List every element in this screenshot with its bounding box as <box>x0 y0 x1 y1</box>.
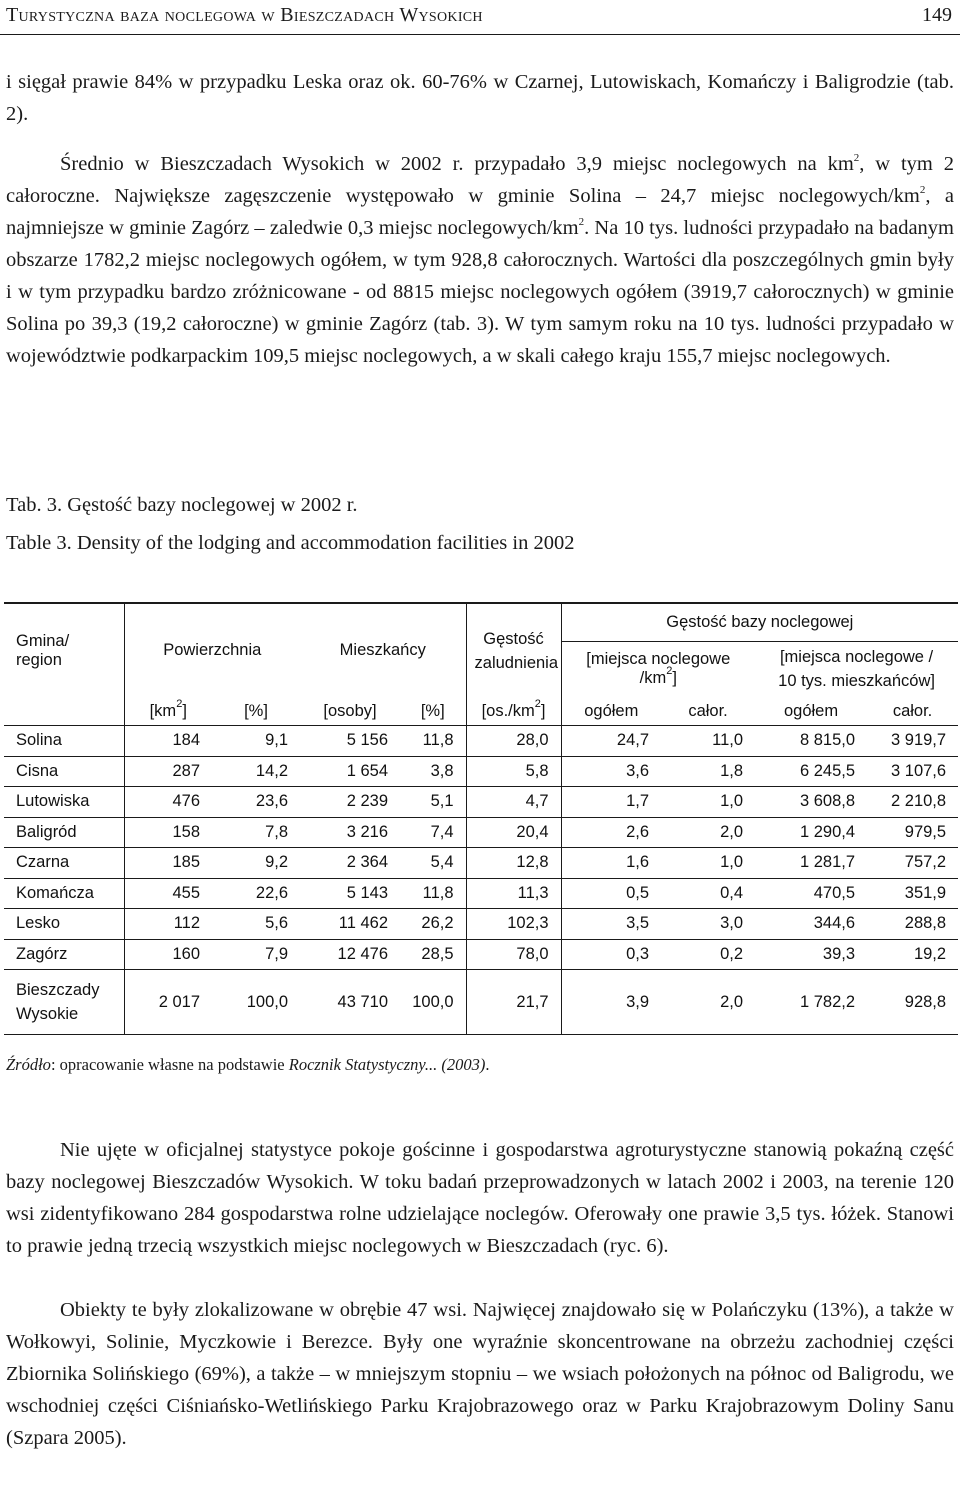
header-gestosc-line1: Gęstość <box>483 629 544 648</box>
cell-population: 1 654 <box>300 756 400 787</box>
table-row <box>4 817 958 848</box>
cell-population-pct: 100,0 <box>400 970 466 1035</box>
unit-ogolem-tys: ogółem <box>755 697 867 726</box>
running-head <box>6 2 956 32</box>
cell-per-10k-yearround: 757,2 <box>867 848 958 879</box>
cell-population: 5 156 <box>300 726 400 757</box>
cell-per-10k-total: 8 815,0 <box>755 726 867 757</box>
source-text: : opracowanie własne na podstawie <box>50 1055 289 1074</box>
cell-per-10k-yearround: 3 107,6 <box>867 756 958 787</box>
cell-per-km-total: 24,7 <box>561 726 661 757</box>
header-per-10tys-line1: [miejsca noclegowe / <box>779 648 934 667</box>
table-row <box>4 970 958 1035</box>
cell-density: 5,8 <box>466 756 561 787</box>
cell-per-km-total: 1,6 <box>561 848 661 879</box>
cell-population: 3 216 <box>300 817 400 848</box>
table-source <box>6 1055 489 1075</box>
cell-area-pct: 9,1 <box>212 726 300 757</box>
cell-population: 2 364 <box>300 848 400 879</box>
cell-area: 160 <box>124 939 212 970</box>
cell-area: 455 <box>124 878 212 909</box>
header-per-km <box>561 641 755 697</box>
unit-ogolem-km: ogółem <box>561 697 661 726</box>
paragraph-2-part-c: , a najmniejsze w gminie Zagórz – zaledwie 0,3 miejsc noclegowych/km <box>6 185 954 239</box>
cell-population-pct: 26,2 <box>400 909 466 940</box>
cell-population-pct: 11,8 <box>400 726 466 757</box>
cell-gmina: Zagórz <box>4 939 124 970</box>
table-row <box>4 848 958 879</box>
source-label: Źródło <box>6 1055 51 1074</box>
cell-per-km-total: 3,9 <box>561 970 661 1035</box>
cell-per-km-total: 0,5 <box>561 878 661 909</box>
cell-density: 102,3 <box>466 909 561 940</box>
cell-density: 78,0 <box>466 939 561 970</box>
header-powierzchnia: Powierzchnia <box>124 603 300 697</box>
cell-area: 2 017 <box>124 970 212 1035</box>
cell-area-pct: 7,8 <box>212 817 300 848</box>
cell-per-10k-yearround: 19,2 <box>867 939 958 970</box>
header-per-km-a: [miejsca noclegowe /km <box>586 650 731 688</box>
running-head-title: Turystyczna baza noclegowa w Bieszczadach Wysokich <box>6 4 483 26</box>
cell-density: 11,3 <box>466 878 561 909</box>
table-row <box>4 787 958 818</box>
superscript: 2 <box>853 152 860 164</box>
table-row <box>4 756 958 787</box>
cell-gmina: Solina <box>4 726 124 757</box>
header-per-10tys <box>755 641 958 697</box>
cell-per-10k-yearround: 288,8 <box>867 909 958 940</box>
unit-os-km2-b: ] <box>540 701 546 720</box>
cell-gmina: Czarna <box>4 848 124 879</box>
cell-per-10k-total: 1 281,7 <box>755 848 867 879</box>
cell-area: 476 <box>124 787 212 818</box>
cell-population-pct: 5,1 <box>400 787 466 818</box>
paragraph-3 <box>6 1134 954 1262</box>
cell-population: 12 476 <box>300 939 400 970</box>
cell-population-pct: 28,5 <box>400 939 466 970</box>
cell-area-pct: 100,0 <box>212 970 300 1035</box>
header-mieszkancy: Mieszkańcy <box>300 603 466 697</box>
header-gestosc-line2: zaludnienia <box>474 653 559 672</box>
cell-per-10k-total: 344,6 <box>755 909 867 940</box>
cell-per-km-yearround: 1,8 <box>661 756 755 787</box>
cell-area: 184 <box>124 726 212 757</box>
header-gmina: Gmina/ region <box>4 603 124 697</box>
page-number: 149 <box>922 4 952 26</box>
unit-os-km2-a: [os./km <box>481 701 535 720</box>
unit-osoby: [osoby] <box>300 697 400 726</box>
header-gestosc-zaludnienia <box>466 603 561 697</box>
header-rule <box>0 34 960 35</box>
unit-calor-tys: całor. <box>867 697 958 726</box>
cell-area-pct: 9,2 <box>212 848 300 879</box>
superscript: 2 <box>534 697 541 710</box>
table-row <box>4 726 958 757</box>
cell-per-km-yearround: 0,4 <box>661 878 755 909</box>
cell-per-km-yearround: 0,2 <box>661 939 755 970</box>
cell-area-pct: 23,6 <box>212 787 300 818</box>
cell-population: 11 462 <box>300 909 400 940</box>
cell-per-10k-yearround: 928,8 <box>867 970 958 1035</box>
cell-population: 2 239 <box>300 787 400 818</box>
cell-density: 21,7 <box>466 970 561 1035</box>
cell-per-km-total: 1,7 <box>561 787 661 818</box>
cell-per-10k-yearround: 979,5 <box>867 817 958 848</box>
cell-per-10k-total: 1 290,4 <box>755 817 867 848</box>
paragraph-1: i sięgał prawie 84% w przypadku Leska oraz ok. 60-76% w Czarnej, Lutowiskach, Komańczy i Baligrodzie (tab. 2). <box>6 71 954 125</box>
cell-area: 158 <box>124 817 212 848</box>
cell-population: 5 143 <box>300 878 400 909</box>
unit-km2-b: ] <box>182 701 187 720</box>
cell-per-10k-total: 3 608,8 <box>755 787 867 818</box>
cell-per-km-total: 2,6 <box>561 817 661 848</box>
cell-population: 43 710 <box>300 970 400 1035</box>
cell-population-pct: 5,4 <box>400 848 466 879</box>
cell-gmina: Komańcza <box>4 878 124 909</box>
cell-area: 185 <box>124 848 212 879</box>
unit-pct-area: [%] <box>212 697 300 726</box>
units-empty <box>4 697 124 726</box>
cell-per-km-yearround: 2,0 <box>661 817 755 848</box>
cell-population-pct: 7,4 <box>400 817 466 848</box>
cell-density: 12,8 <box>466 848 561 879</box>
table-row <box>4 878 958 909</box>
unit-pct-pop: [%] <box>400 697 466 726</box>
header-gestosc-bazy: Gęstość bazy noclegowej <box>561 603 958 641</box>
density-table <box>4 602 958 1035</box>
cell-per-10k-yearround: 351,9 <box>867 878 958 909</box>
header-per-10tys-line2: 10 tys. mieszkańców] <box>778 672 935 691</box>
cell-gmina: Lutowiska <box>4 787 124 818</box>
unit-km2 <box>124 697 212 726</box>
cell-per-10k-total: 470,5 <box>755 878 867 909</box>
cell-per-km-total: 3,5 <box>561 909 661 940</box>
cell-area-pct: 5,6 <box>212 909 300 940</box>
superscript: 2 <box>919 184 926 196</box>
cell-population-pct: 11,8 <box>400 878 466 909</box>
cell-per-km-yearround: 3,0 <box>661 909 755 940</box>
unit-km2-a: [km <box>149 701 177 720</box>
cell-area-pct: 22,6 <box>212 878 300 909</box>
cell-per-km-total: 0,3 <box>561 939 661 970</box>
paragraph-4-text: Obiekty te były zlokalizowane w obrębie 47 wsi. Najwięcej znajdowało się w Polańczyku (13%), a także w Wołkowyi, Solinie, Myczkowie i Berezce. Były one wyraźnie skoncentrowane na obrzeżu zachodniej części Zbiornika Solińskiego (69%), a także – w mniejszym stopniu – we wsiach położonych na północ od Baligrodu, we wschodniej części Ciśniańsko-Wetlińskiego Parku Krajobrazowego oraz w Parku Krajobrazowym Doliny Sanu (Szpara 2005). <box>6 1299 954 1449</box>
cell-gmina: Bieszczady Wysokie <box>4 970 124 1035</box>
table-caption-pl: Tab. 3. Gęstość bazy noclegowej w 2002 r. <box>6 494 358 516</box>
cell-per-km-yearround: 2,0 <box>661 970 755 1035</box>
source-end: . <box>485 1055 490 1074</box>
cell-per-km-yearround: 1,0 <box>661 787 755 818</box>
cell-per-km-yearround: 1,0 <box>661 848 755 879</box>
paragraph-2-part-b: , w tym 2 całoroczne. Największe zagęszczenie występowało w gminie Solina – 24,7 miejsc noclegowych/km <box>6 153 954 207</box>
paragraph-3-text: Nie ujęte w oficjalnej statystyce pokoje gościnne i gospodarstwa agroturystyczne stanowią pokaźną część bazy noclegowej Bieszczadów Wysokich. W toku badań przeprowadzonych w latach 2002 i 2003, na terenie 120 wsi zidentyfikowano 284 gospodarstwa rolne udzielające noclegów. Oferowały one prawie 3,5 tys. łóżek. Stanowi to prawie jedną trzecią wszystkich miejsc noclegowych w Bieszczadach (ryc. 6). <box>6 1139 954 1257</box>
superscript: 2 <box>666 665 673 678</box>
cell-density: 28,0 <box>466 726 561 757</box>
cell-gmina: Lesko <box>4 909 124 940</box>
table-row <box>4 939 958 970</box>
cell-area-pct: 7,9 <box>212 939 300 970</box>
superscript: 2 <box>578 216 585 228</box>
cell-gmina: Cisna <box>4 756 124 787</box>
table-body <box>4 726 958 1035</box>
cell-per-10k-yearround: 3 919,7 <box>867 726 958 757</box>
unit-os-km2 <box>466 697 561 726</box>
cell-per-10k-total: 1 782,2 <box>755 970 867 1035</box>
cell-area: 112 <box>124 909 212 940</box>
cell-population-pct: 3,8 <box>400 756 466 787</box>
cell-per-10k-total: 6 245,5 <box>755 756 867 787</box>
paragraph-2-part-d: . Na 10 tys. ludności przypadało na badanym obszarze 1782,2 miejsc noclegowych ogółem, w tym 928,8 całorocznych. Wartości dla poszczególnych gmin były i w tym przypadku bardzo zróżnicowane - od 8815 miejsc noclegowych ogółem (3919,7 całorocznych) w gminie Solina po 39,3 (19,2 całoroczne) w gminie Zagórz (tab. 3). W tym samym roku na 10 tys. ludności przypadało w województwie podkarpackim 109,5 miejsc noclegowych, a w skali całego kraju 155,7 miejsc noclegowych. <box>6 217 954 367</box>
unit-calor-km: całor. <box>661 697 755 726</box>
table-caption-en: Table 3. Density of the lodging and accommodation facilities in 2002 <box>6 532 575 554</box>
source-title: Rocznik Statystyczny... (2003) <box>288 1055 486 1074</box>
cell-per-10k-total: 39,3 <box>755 939 867 970</box>
table-row <box>4 909 958 940</box>
header-per-km-b: ] <box>672 669 677 688</box>
paragraph-2 <box>6 148 954 372</box>
cell-gmina: Baligród <box>4 817 124 848</box>
cell-per-km-total: 3,6 <box>561 756 661 787</box>
cell-area-pct: 14,2 <box>212 756 300 787</box>
cell-density: 20,4 <box>466 817 561 848</box>
cell-density: 4,7 <box>466 787 561 818</box>
paragraph-2-part-a: Średnio w Bieszczadach Wysokich w 2002 r. przypadało 3,9 miejsc noclegowych na km <box>60 153 854 175</box>
cell-area: 287 <box>124 756 212 787</box>
cell-per-km-yearround: 11,0 <box>661 726 755 757</box>
paragraph-4 <box>6 1294 954 1454</box>
cell-per-10k-yearround: 2 210,8 <box>867 787 958 818</box>
superscript: 2 <box>176 697 183 710</box>
